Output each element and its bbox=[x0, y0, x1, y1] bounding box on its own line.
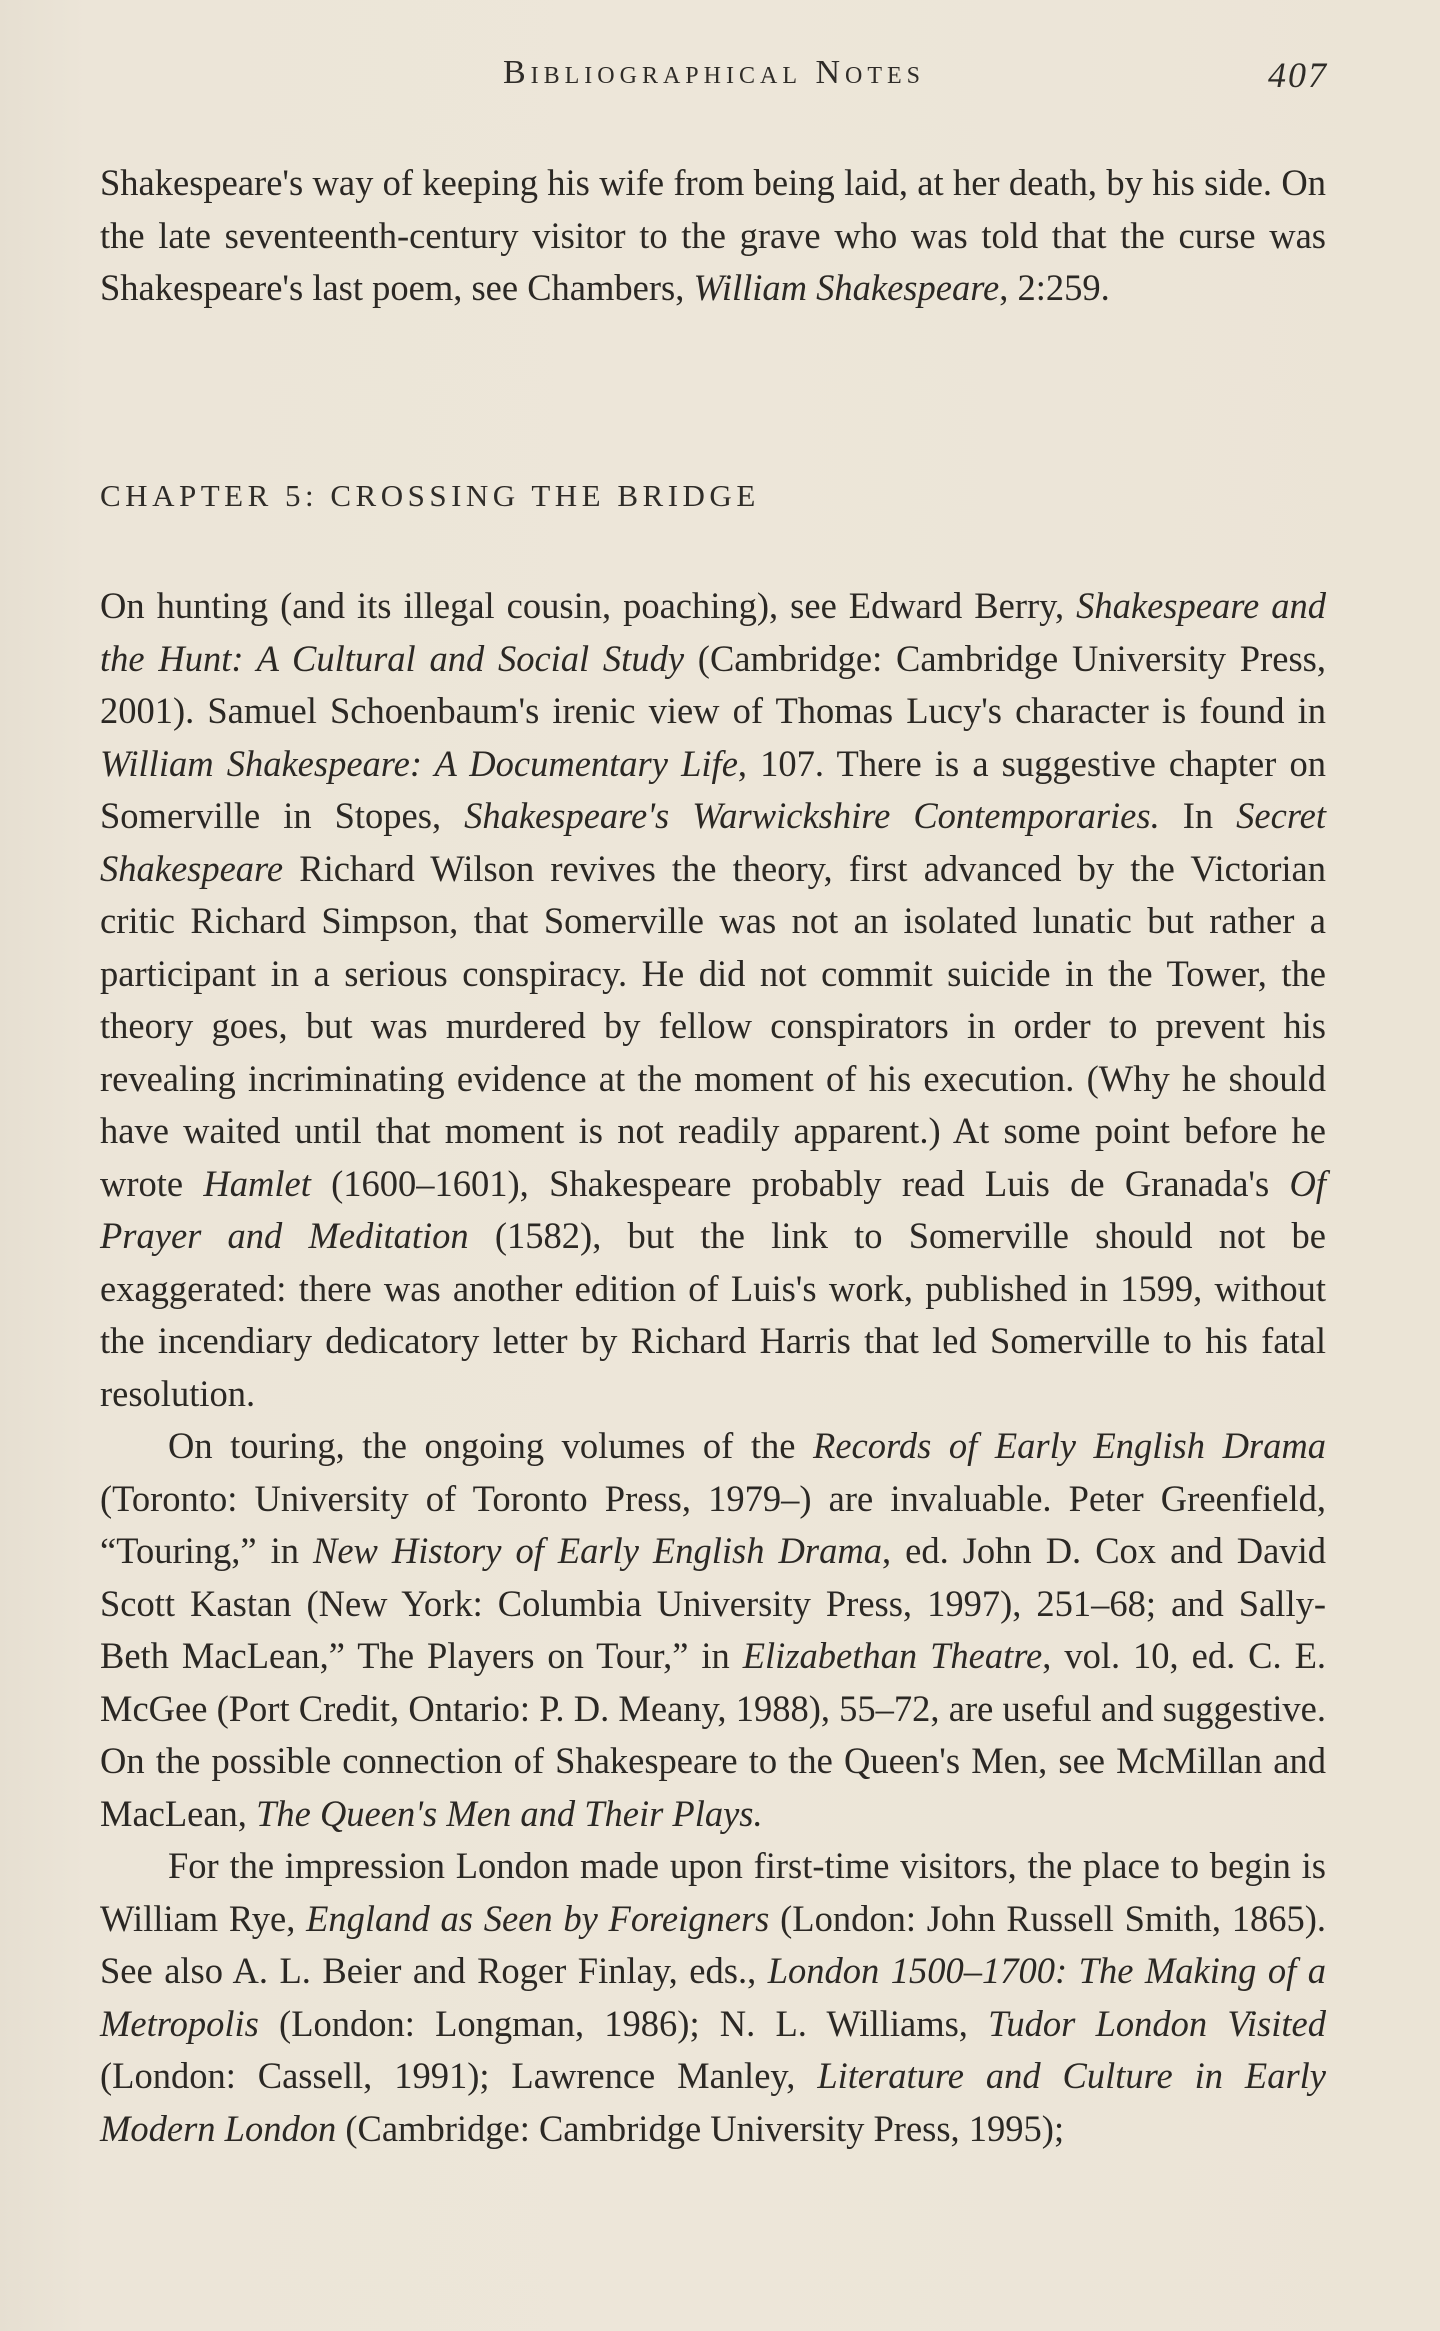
body-paragraph-touring bbox=[100, 1420, 1326, 1840]
text-run: (1600–1601), Shakespeare probably read Luis de Granada's bbox=[310, 1162, 1290, 1204]
text-run: , ed. John D. Cox and David Scott Kastan (New York: Columbia University Press, 1997), 251–68; and Sally-Beth MacLean,” The Players on Tour,” in bbox=[100, 1530, 1326, 1676]
chapter-body bbox=[100, 580, 1326, 2155]
italic-title: Secret Shakespeare bbox=[100, 795, 1327, 889]
italic-title: Records of Early English Drama bbox=[813, 1425, 1326, 1466]
text-run: , 2:259. bbox=[999, 267, 1110, 308]
text-run: On touring, the ongoing volumes of the bbox=[168, 1425, 814, 1466]
text-run: In bbox=[1159, 795, 1237, 836]
running-head bbox=[100, 54, 1328, 104]
italic-title: Shakespeare and the Hunt: A Cultural and Social Study bbox=[100, 585, 1326, 679]
running-title: Bibliographical Notes bbox=[502, 54, 926, 91]
text-run: (Cambridge: Cambridge University Press, 2001). Samuel Schoenbaum's irenic view of Thomas Lucy's character is found in bbox=[100, 637, 1326, 731]
text-run: (London: Longman, 1986); N. L. Williams, bbox=[258, 2002, 989, 2044]
italic-title: Of Prayer and Meditation bbox=[100, 1162, 1326, 1256]
italic-title: William Shakespeare bbox=[693, 267, 1000, 308]
body-paragraph-london bbox=[100, 1840, 1326, 2155]
italic-title: Hamlet bbox=[203, 1162, 311, 1204]
text-run: Richard Wilson revives the theory, first advanced by the Victorian critic Richard Simpson, that Somerville was not an isolated lunatic but rather a participant in a serious conspiracy. He did not commit suicide in the Tower, the theory goes, but was murdered by fellow conspirators in order to prevent his revealing incriminating evidence at the moment of his execution. (Why he should have waited until that moment is not readily apparent.) At some point before he wrote bbox=[100, 847, 1326, 1204]
italic-title: Literature and Culture in Early Modern London bbox=[100, 2055, 1326, 2149]
italic-title: Tudor London Visited bbox=[988, 2002, 1326, 2044]
italic-title: London 1500–1700: The Making of a Metropolis bbox=[100, 1950, 1326, 2044]
page-number: 407 bbox=[1268, 55, 1328, 95]
italic-title: England as Seen by Foreigners bbox=[306, 1897, 770, 1939]
italic-title: William Shakespeare: A Documentary Life bbox=[100, 742, 738, 784]
body-paragraph-hunting bbox=[100, 580, 1326, 1420]
text-run: (1582), but the link to Somerville should not be exaggerated: there was another edition of Luis's work, published in 1599, without the incendiary dedicatory letter by Richard Harris that led Somerville to his fatal resolution. bbox=[100, 1215, 1326, 1414]
italic-title: Shakespeare's Warwickshire Contemporaries. bbox=[464, 795, 1160, 836]
text-run: (Toronto: University of Toronto Press, 1979–) are invaluable. Peter Greenfield, “Touring,” in bbox=[100, 1477, 1326, 1571]
italic-title: Elizabethan Theatre bbox=[742, 1635, 1043, 1676]
text-run: (London: Cassell, 1991); Lawrence Manley, bbox=[100, 2055, 818, 2096]
text-run: (London: John Russell Smith, 1865). See also A. L. Beier and Roger Finlay, eds., bbox=[100, 1897, 1326, 1991]
text-run: (Cambridge: Cambridge University Press, 1995); bbox=[336, 2107, 1065, 2149]
text-run: Shakespeare's way of keeping his wife from being laid, at her death, by his side. On the late seventeenth-century visitor to the grave who was told that the curse was Shakespeare's last poem, see Chambers, bbox=[100, 162, 1326, 308]
intro-paragraph bbox=[100, 157, 1326, 315]
text-run: On hunting (and its illegal cousin, poaching), see Edward Berry, bbox=[100, 585, 1077, 626]
italic-title: The Queen's Men and Their Plays. bbox=[256, 1792, 763, 1834]
intro-paragraph-block bbox=[100, 157, 1326, 315]
italic-title: New History of Early English Drama bbox=[313, 1530, 882, 1571]
chapter-heading: CHAPTER 5: CROSSING THE BRIDGE bbox=[100, 478, 760, 513]
text-run: For the impression London made upon first-time visitors, the place to begin is William Rye, bbox=[100, 1845, 1326, 1939]
text-run: , vol. 10, ed. C. E. McGee (Port Credit, Ontario: P. D. Meany, 1988), 55–72, are useful and suggestive. On the possible connection of Shakespeare to the Queen's Men, see McMillan and MacLean, bbox=[100, 1635, 1326, 1834]
text-run: , 107. There is a suggestive chapter on Somerville in Stopes, bbox=[100, 742, 1326, 836]
